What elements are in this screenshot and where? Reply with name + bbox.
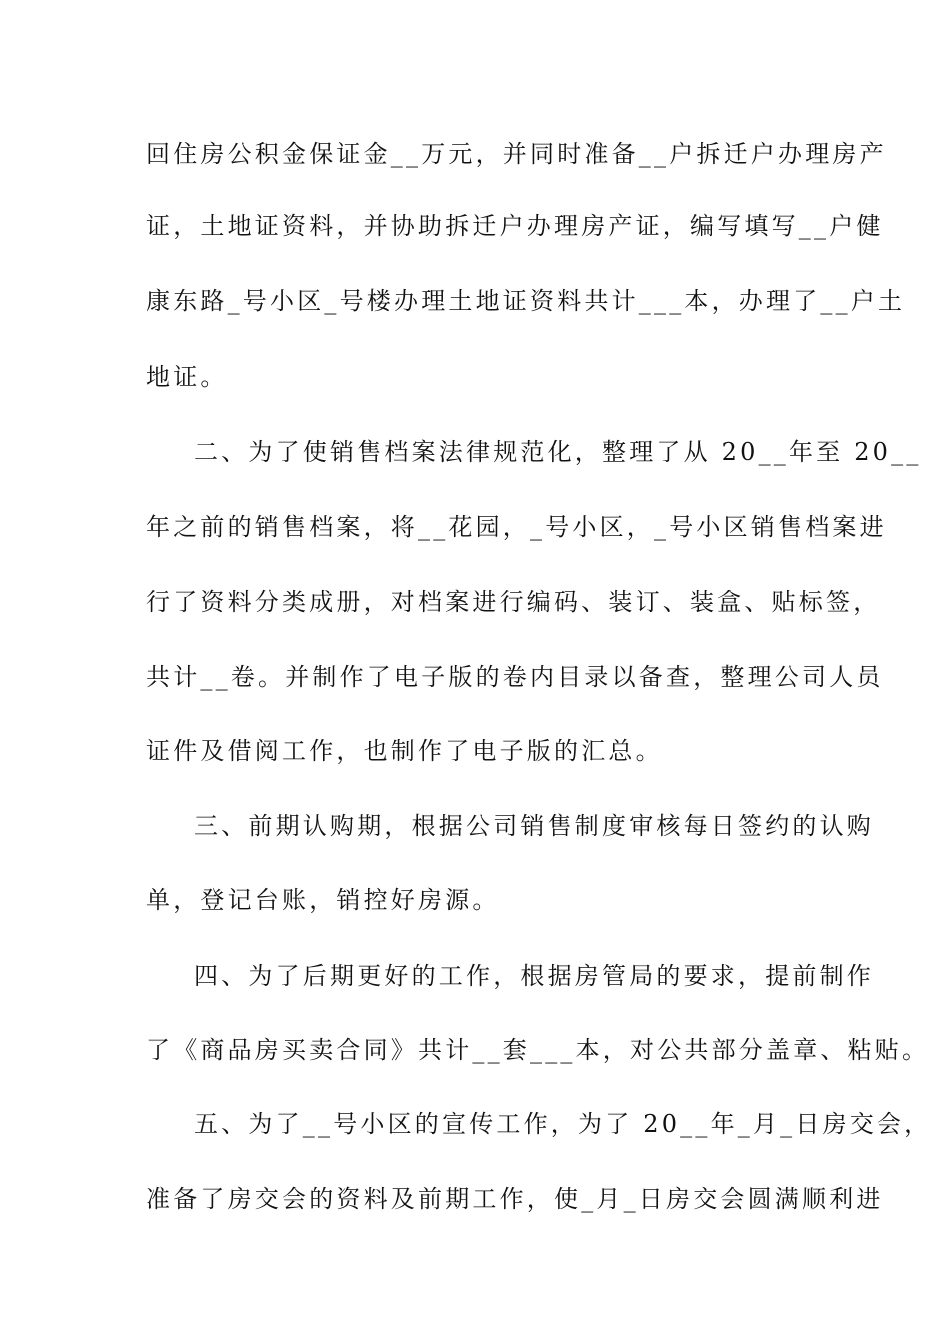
text-line: 回住房公积金保证金__万元，并同时准备__户拆迁户办理房产	[146, 140, 887, 168]
text-line: 地证。	[146, 363, 228, 391]
text-line: 年之前的销售档案，将__花园，_号小区，_号小区销售档案进	[146, 513, 887, 541]
paragraph-5-start: 五、为了__号小区的宣传工作，为了 20__年_月_日房交会，	[194, 1110, 932, 1138]
text-line: 证件及借阅工作，也制作了电子版的汇总。	[146, 737, 663, 765]
text-line: 准备了房交会的资料及前期工作，使_月_日房交会圆满顺利进	[146, 1185, 884, 1213]
text-line: 共计__卷。并制作了电子版的卷内目录以备查，整理公司人员	[146, 663, 884, 691]
text-line: 了《商品房买卖合同》共计__套___本，对公共部分盖章、粘贴。	[146, 1036, 930, 1064]
paragraph-3-start: 三、前期认购期，根据公司销售制度审核每日签约的认购	[194, 812, 874, 840]
text-line: 行了资料分类成册，对档案进行编码、装订、装盒、贴标签，	[146, 588, 881, 616]
text-line: 单，登记台账，销控好房源。	[146, 886, 500, 914]
text-line: 康东路_号小区_号楼办理土地证资料共计___本，办理了__户土	[146, 287, 906, 315]
text-line: 证，土地证资料，并协助拆迁户办理房产证，编写填写__户健	[146, 212, 884, 240]
paragraph-4-start: 四、为了后期更好的工作，根据房管局的要求，提前制作	[194, 962, 874, 990]
paragraph-2-start: 二、为了使销售档案法律规范化，整理了从 20__年至 20__	[194, 438, 922, 466]
